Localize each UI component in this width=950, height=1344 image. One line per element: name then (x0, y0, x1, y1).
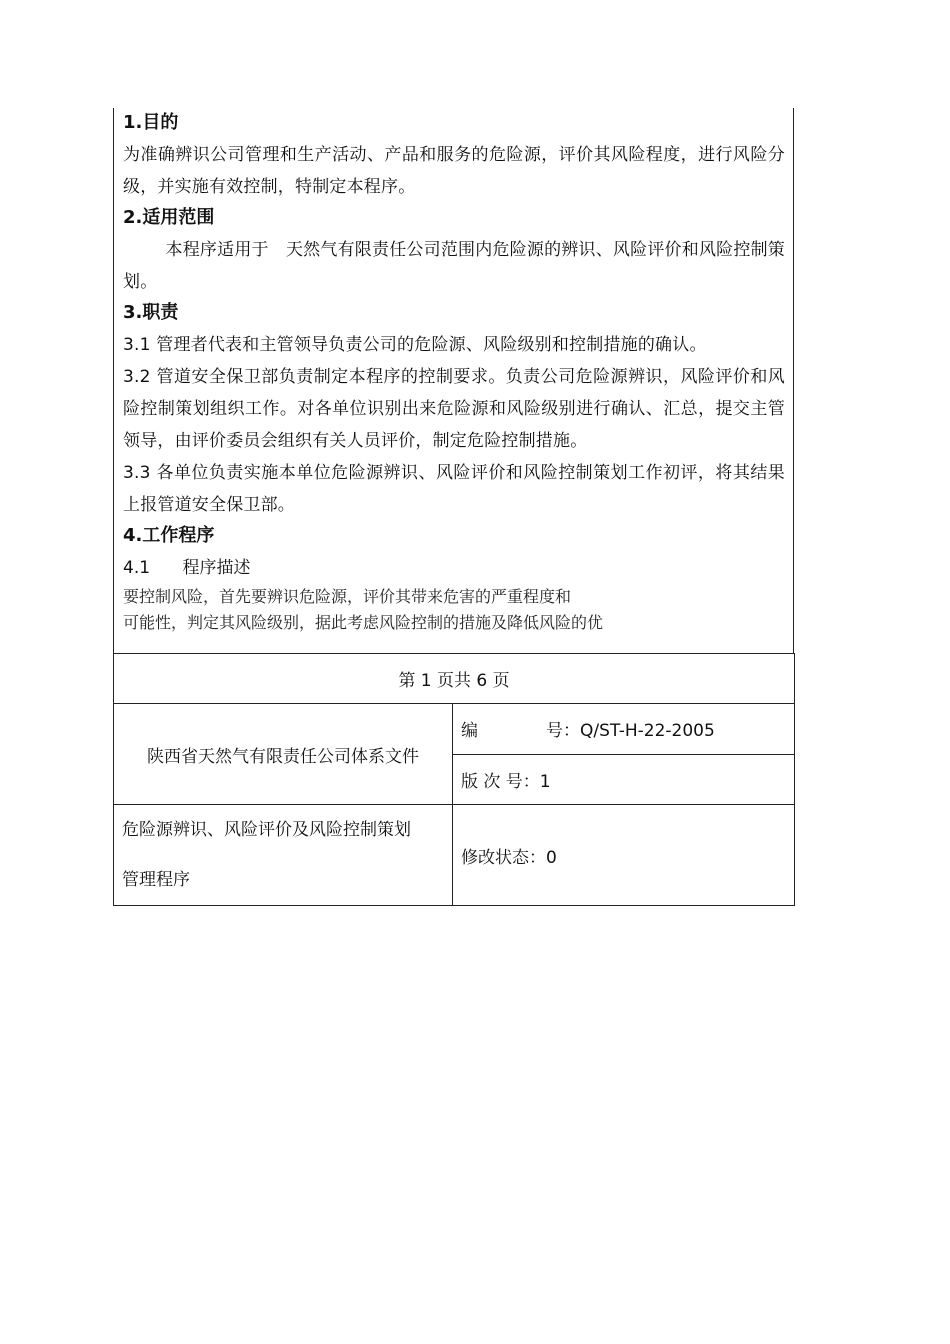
section-heading-responsibilities: 3.职责 (123, 302, 179, 323)
section-heading-scope: 2.适用范围 (123, 207, 215, 228)
responsibility-3-3: 3.3 各单位负责实施本单位危险源辨识、风险评价和风险控制策划工作初评，将其结果上报管道安全保卫部。 (123, 463, 785, 515)
document-title-line-1: 危险源辨识、风险评价及风险控制策划 (122, 820, 411, 840)
purpose-paragraph: 为准确辨识公司管理和生产活动、产品和服务的危险源，评价其风险程度，进行风险分级，并实施有效控制，特制定本程序。 (123, 145, 785, 197)
document-title (114, 805, 453, 906)
section-heading-purpose: 1.目的 (123, 112, 179, 133)
document-body (113, 108, 794, 653)
document-code (453, 704, 795, 755)
scope-paragraph: 本程序适用于 天然气有限责任公司范围内危险源的辨识、风险评价和风险控制策划。 (123, 240, 785, 292)
document-code-label: 编 号： (461, 721, 580, 742)
document-title-line-2: 管理程序 (122, 870, 190, 890)
page-number: 第 1 页共 6 页 (114, 654, 795, 704)
procedure-text-line-2: 可能性，判定其风险级别，据此考虑风险控制的措施及降低风险的优 (123, 613, 604, 632)
section-heading-procedure: 4.工作程序 (123, 525, 215, 546)
subsection-4-1: 4.1 程序描述 (123, 558, 251, 578)
responsibility-3-1: 3.1 管理者代表和主管领导负责公司的危险源、风险级别和控制措施的确认。 (123, 335, 707, 355)
responsibility-3-2: 3.2 管道安全保卫部负责制定本程序的控制要求。负责公司危险源辨识，风险评价和风险控制策划组织工作。对各单位识别出来危险源和风险级别进行确认、汇总，提交主管领导，由评价委员会组织有关人员评价，制定危险控制措施。 (123, 367, 785, 451)
procedure-text-line-1: 要控制风险，首先要辨识危险源，评价其带来危害的严重程度和 (123, 587, 572, 606)
document-footer-table (113, 653, 795, 906)
organization-name: 陕西省天然气有限责任公司体系文件 (114, 704, 453, 805)
document-code-value: Q/ST-H-22-2005 (580, 721, 715, 742)
revision-status: 修改状态：0 (453, 805, 795, 906)
version-number: 版 次 号：1 (453, 754, 795, 805)
document-page (113, 108, 794, 906)
